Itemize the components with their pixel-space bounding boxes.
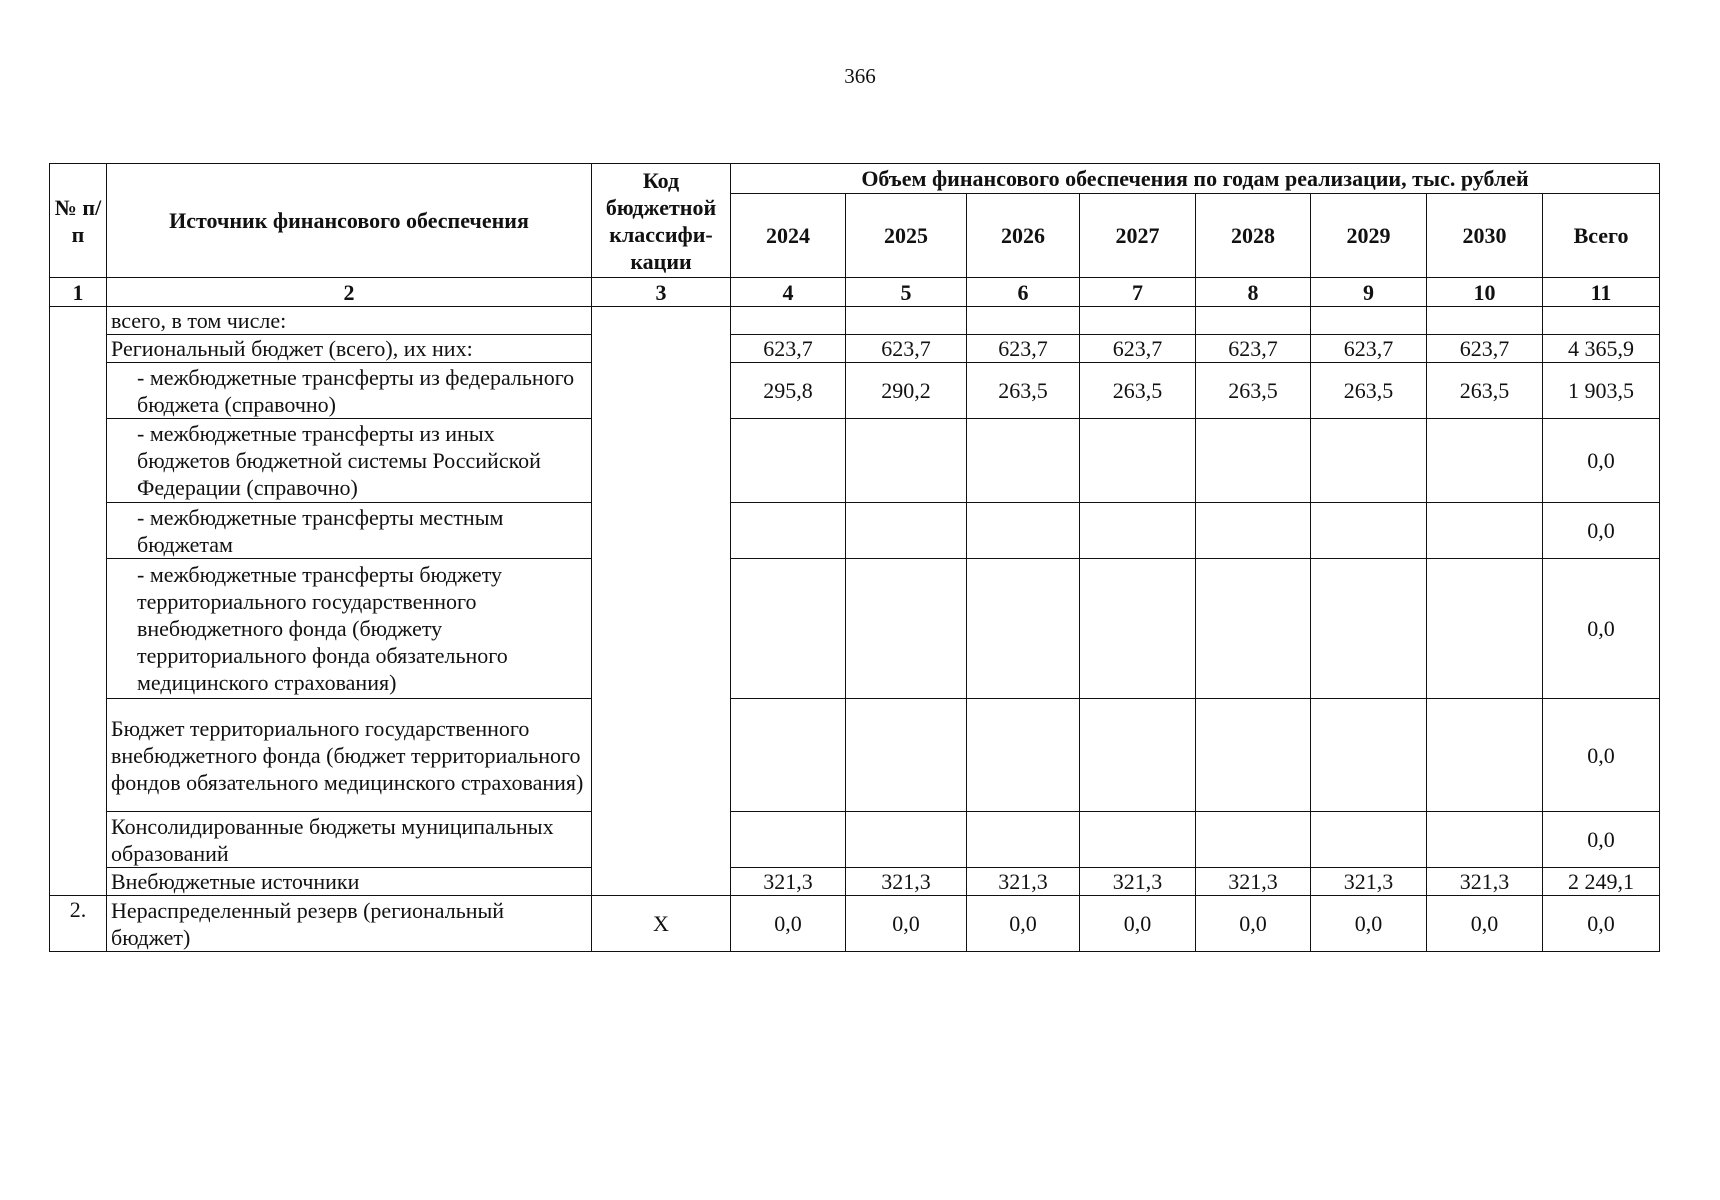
value-cell: 321,3 [731,868,846,896]
value-cell [846,699,967,812]
value-cell: 623,7 [1196,335,1311,363]
value-cell: 623,7 [846,335,967,363]
value-cell [1427,503,1543,559]
header-source: Источник финансового обеспечения [107,164,592,278]
header-year: 2025 [846,194,967,278]
code-cell: X [592,896,731,952]
page-number: 366 [844,64,876,88]
value-cell: 0,0 [1080,896,1196,952]
value-cell [1427,699,1543,812]
value-cell [846,419,967,503]
value-cell [731,699,846,812]
value-cell [1196,419,1311,503]
value-cell [1427,419,1543,503]
header-year: 2028 [1196,194,1311,278]
col-number: 2 [107,278,592,307]
value-cell [1196,503,1311,559]
col-number: 3 [592,278,731,307]
value-cell [1080,699,1196,812]
value-cell: 321,3 [1311,868,1427,896]
value-cell: 0,0 [731,896,846,952]
value-cell [731,503,846,559]
value-cell [846,503,967,559]
value-cell: 0,0 [1427,896,1543,952]
value-cell: 0,0 [1311,896,1427,952]
value-cell: 263,5 [1080,363,1196,419]
value-cell: 321,3 [967,868,1080,896]
value-cell: 1 903,5 [1543,363,1660,419]
value-cell [1427,307,1543,335]
value-cell [1311,503,1427,559]
col-number: 1 [50,278,107,307]
value-cell [1427,559,1543,699]
value-cell: 0,0 [1543,419,1660,503]
value-cell [1311,419,1427,503]
value-cell [1196,812,1311,868]
value-cell: 321,3 [1196,868,1311,896]
col-number: 5 [846,278,967,307]
value-cell: 0,0 [1543,896,1660,952]
source-cell: всего, в том числе: [107,307,592,335]
value-cell [731,559,846,699]
value-cell: 263,5 [1311,363,1427,419]
source-cell: Нераспределенный резерв (региональный бюджет) [107,896,592,952]
source-cell: - межбюджетные трансферты бюджету территориального государственного внебюджетного фонда (бюджету территориального фонда обязательного медицинского страхования) [107,559,592,699]
value-cell [1543,307,1660,335]
code-cell-empty [592,307,731,896]
value-cell [846,812,967,868]
value-cell: 0,0 [1543,699,1660,812]
source-cell: Внебюджетные источники [107,868,592,896]
value-cell [846,307,967,335]
value-cell [967,699,1080,812]
value-cell [731,419,846,503]
value-cell [1196,307,1311,335]
value-cell: 290,2 [846,363,967,419]
value-cell: 321,3 [1427,868,1543,896]
value-cell: 263,5 [967,363,1080,419]
value-cell [1080,559,1196,699]
value-cell [967,812,1080,868]
value-cell: 0,0 [1543,559,1660,699]
value-cell: 623,7 [731,335,846,363]
col-number: 9 [1311,278,1427,307]
value-cell [1080,307,1196,335]
col-number: 8 [1196,278,1311,307]
source-cell: Региональный бюджет (всего), их них: [107,335,592,363]
value-cell: 321,3 [846,868,967,896]
value-cell: 623,7 [1080,335,1196,363]
value-cell [967,307,1080,335]
source-cell: - межбюджетные трансферты из федерального бюджета (справочно) [107,363,592,419]
value-cell: 0,0 [967,896,1080,952]
header-year: 2029 [1311,194,1427,278]
value-cell: 2 249,1 [1543,868,1660,896]
header-total: Всего [1543,194,1660,278]
value-cell: 623,7 [1427,335,1543,363]
value-cell [1311,699,1427,812]
header-year: 2027 [1080,194,1196,278]
header-year: 2026 [967,194,1080,278]
value-cell [1311,307,1427,335]
value-cell [1080,419,1196,503]
value-cell: 263,5 [1427,363,1543,419]
col-number: 10 [1427,278,1543,307]
row-number: 2. [50,896,107,952]
source-cell: - межбюджетные трансферты местным бюджетам [107,503,592,559]
source-cell: Консолидированные бюджеты муниципальных образований [107,812,592,868]
source-cell: Бюджет территориального государственного внебюджетного фонда (бюджет территориального фондов обязательного медицинского страхования) [107,699,592,812]
header-num: № п/п [50,164,107,278]
value-cell [967,559,1080,699]
value-cell: 0,0 [1543,812,1660,868]
value-cell [1311,812,1427,868]
value-cell [1080,503,1196,559]
value-cell [1196,699,1311,812]
financing-table [49,163,1660,952]
value-cell [967,419,1080,503]
value-cell: 295,8 [731,363,846,419]
col-number: 6 [967,278,1080,307]
value-cell: 623,7 [967,335,1080,363]
value-cell: 263,5 [1196,363,1311,419]
header-volume: Объем финансового обеспечения по годам реализации, тыс. рублей [731,164,1660,194]
header-year: 2030 [1427,194,1543,278]
value-cell: 321,3 [1080,868,1196,896]
value-cell: 0,0 [1196,896,1311,952]
value-cell: 0,0 [846,896,967,952]
value-cell [1196,559,1311,699]
col-number: 7 [1080,278,1196,307]
header-code: Код бюджетной классифи-кации [592,164,731,278]
col-number: 4 [731,278,846,307]
source-cell: - межбюджетные трансферты из иных бюджетов бюджетной системы Российской Федерации (справочно) [107,419,592,503]
value-cell [1080,812,1196,868]
value-cell: 0,0 [1543,503,1660,559]
value-cell: 623,7 [1311,335,1427,363]
header-year: 2024 [731,194,846,278]
value-cell [846,559,967,699]
value-cell [731,812,846,868]
value-cell [1427,812,1543,868]
value-cell [967,503,1080,559]
col-number: 11 [1543,278,1660,307]
value-cell [1311,559,1427,699]
row-num-empty [50,307,107,896]
value-cell [731,307,846,335]
value-cell: 4 365,9 [1543,335,1660,363]
